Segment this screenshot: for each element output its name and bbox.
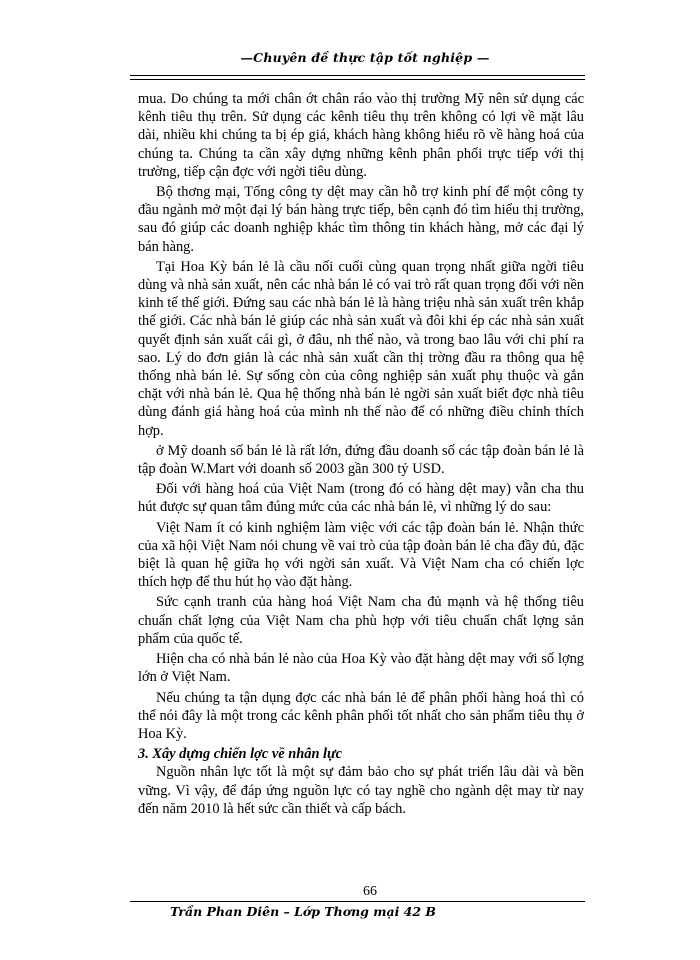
paragraph-continuation: mua. Do chúng ta mới chân ớt chân ráo vào thị trường Mỹ nên sử dụng các kênh tiêu thụ trên. Sử dụng các kênh tiêu thụ trên không có lợi về mặt lâu dài, nhiều khi chúng ta bị ép giá, khách hàng không hiểu rõ về hàng hoá của chúng ta. Chúng ta cần xây dựng những kênh phân phối trực tiếp với thị trường, tiếp cận đợc với ngời tiêu dùng.	[138, 91, 584, 180]
section-heading: 3. Xây dựng chiến lợc về nhân lực	[138, 746, 343, 763]
paragraph: ở Mỹ doanh số bán lẻ là rất lớn, đứng đầu doanh số các tập đoàn bán lẻ là tập đoàn W.Mart với doanh số 2003 gần 300 tỷ USD.	[138, 442, 584, 478]
page-number: 66	[363, 884, 377, 899]
paragraph: Sức cạnh tranh của hàng hoá Việt Nam cha đủ mạnh và hệ thống tiêu chuẩn chất lợng của Việt Nam cha phù hợp với tiêu chuẩn chất lợng sản phẩm của quốc tế.	[138, 594, 584, 647]
footer-rule	[130, 901, 585, 902]
paragraph: Việt Nam ít có kinh nghiệm làm việc với các tập đoàn bán lẻ. Nhận thức của xã hội Việt Nam nói chung về vai trò của tập đoàn bán lẻ cha đầy đủ, đặc biệt là quan hệ giữa họ với ngời sản xuất. Và Việt Nam cha có chiến lợc thích hợp để thu hút họ vào đặt hàng.	[138, 519, 584, 591]
running-header: —Chuyên đề thực tập tốt nghiệp —	[240, 50, 490, 65]
paragraph: Hiện cha có nhà bán lẻ nào của Hoa Kỳ vào đặt hàng dệt may với số lợng lớn ở Việt Nam.	[138, 651, 584, 686]
header-rule	[130, 75, 585, 76]
running-footer: Trần Phan Diên – Lớp Thơng mại 42 B	[170, 904, 436, 919]
paragraph: Đối với hàng hoá của Việt Nam (trong đó có hàng dệt may) vẫn cha thu hút được sự quan tâm đúng mức của các nhà bán lẻ, vì những lý do sau:	[138, 481, 584, 516]
header-rule-double	[130, 79, 585, 80]
paragraph: Nguồn nhân lực tốt là một sự đảm bảo cho sự phát triển lâu dài và bền vững. Vì vậy, để đáp ứng nguồn lực có tay nghề cho ngành dệt may từ nay đến năm 2010 là hết sức cần thiết và cấp bách.	[138, 764, 584, 817]
body-text	[138, 90, 584, 820]
paragraph: Nếu chúng ta tận dụng đợc các nhà bán lẻ để phân phối hàng hoá thì có thể nói đây là một trong các kênh phân phối tốt nhất cho sản phẩm tiêu thụ ở Hoa Kỳ.	[138, 689, 584, 742]
paragraph: Bộ thơng mại, Tổng công ty dệt may cần hỗ trợ kinh phí để một công ty đầu ngành mở một đại lý bán hàng trực tiếp, bên cạnh đó tìm hiểu thị trường, sau đó giúp các doanh nghiệp khác tìm thông tin khách hàng, mở các đại lý bán hàng.	[138, 184, 584, 255]
paragraph: Tại Hoa Kỳ bán lẻ là cầu nối cuối cùng quan trọng nhất giữa ngời tiêu dùng và nhà sản xuất, nên các nhà bán lẻ có vai trò rất quan trọng đối với nền kinh tế thế giới. Đứng sau các nhà bán lẻ là hàng triệu nhà sản xuất trên khắp thế giới. Các nhà bán lẻ giúp các nhà sản xuất và đôi khi ép các nhà sản xuất quyết định sản xuất cái gì, ở đâu, nh thế nào, và trong bao lâu với chi phí ra sao. Lý do đơn giản là các nhà sản xuất cần thị trờng đầu ra thông qua hệ thống nhà bán lẻ. Sự sống còn của công nghiệp sản xuất phụ thuộc và gắn chặt với nhà bán lẻ. Qua hệ thống nhà bán lẻ ngời sản xuất biết đợc nhà tiêu dùng đánh giá hàng hoá của mình nh thế nào để có những điều chỉnh thích hợp.	[138, 258, 584, 439]
